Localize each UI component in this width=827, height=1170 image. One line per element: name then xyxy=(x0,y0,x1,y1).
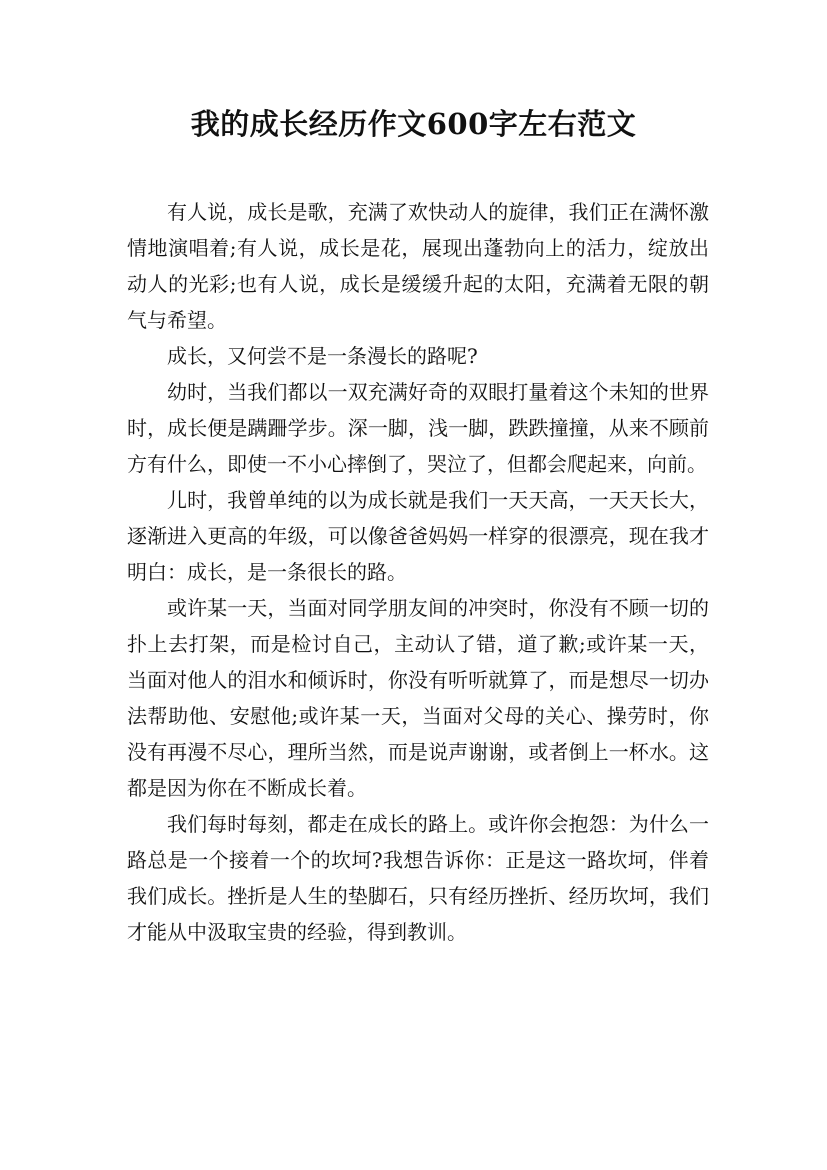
document-body xyxy=(127,194,709,950)
paragraph-6: 我们每时每刻，都走在成长的路上。或许你会抱怨：为什么一路总是一个接着一个的坎坷?我想告诉你：正是这一路坎坷，伴着我们成长。挫折是人生的垫脚石，只有经历挫折、经历坎坷，我们才能从中汲取宝贵的经验，得到教训。 xyxy=(127,812,709,944)
document-title: 我的成长经历作文600字左右范文 xyxy=(190,107,637,141)
paragraph-1: 有人说，成长是歌，充满了欢快动人的旋律，我们正在满怀激情地演唱着;有人说，成长是花，展现出蓬勃向上的活力，绽放出动人的光彩;也有人说，成长是缓缓升起的太阳，充满着无限的朝气与希望。 xyxy=(127,200,709,332)
paragraph-2: 成长，又何尝不是一条漫长的路呢? xyxy=(167,344,478,368)
paragraph-4: 儿时，我曾单纯的以为成长就是我们一天天高，一天天长大，逐渐进入更高的年级，可以像爸爸妈妈一样穿的很漂亮，现在我才明白：成长，是一条很长的路。 xyxy=(127,488,709,584)
paragraph-5: 或许某一天，当面对同学朋友间的冲突时，你没有不顾一切的扑上去打架，而是检讨自己，主动认了错，道了歉;或许某一天，当面对他人的泪水和倾诉时，你没有听听就算了，而是想尽一切办法帮助他、安慰他;或许某一天，当面对父母的关心、操劳时，你没有再漫不尽心，理所当然，而是说声谢谢，或者倒上一杯水。这都是因为你在不断成长着。 xyxy=(127,596,709,800)
paragraph-3: 幼时，当我们都以一双充满好奇的双眼打量着这个未知的世界时，成长便是蹒跚学步。深一脚，浅一脚，跌跌撞撞，从来不顾前方有什么，即使一不小心摔倒了，哭泣了，但都会爬起来，向前。 xyxy=(127,380,709,476)
